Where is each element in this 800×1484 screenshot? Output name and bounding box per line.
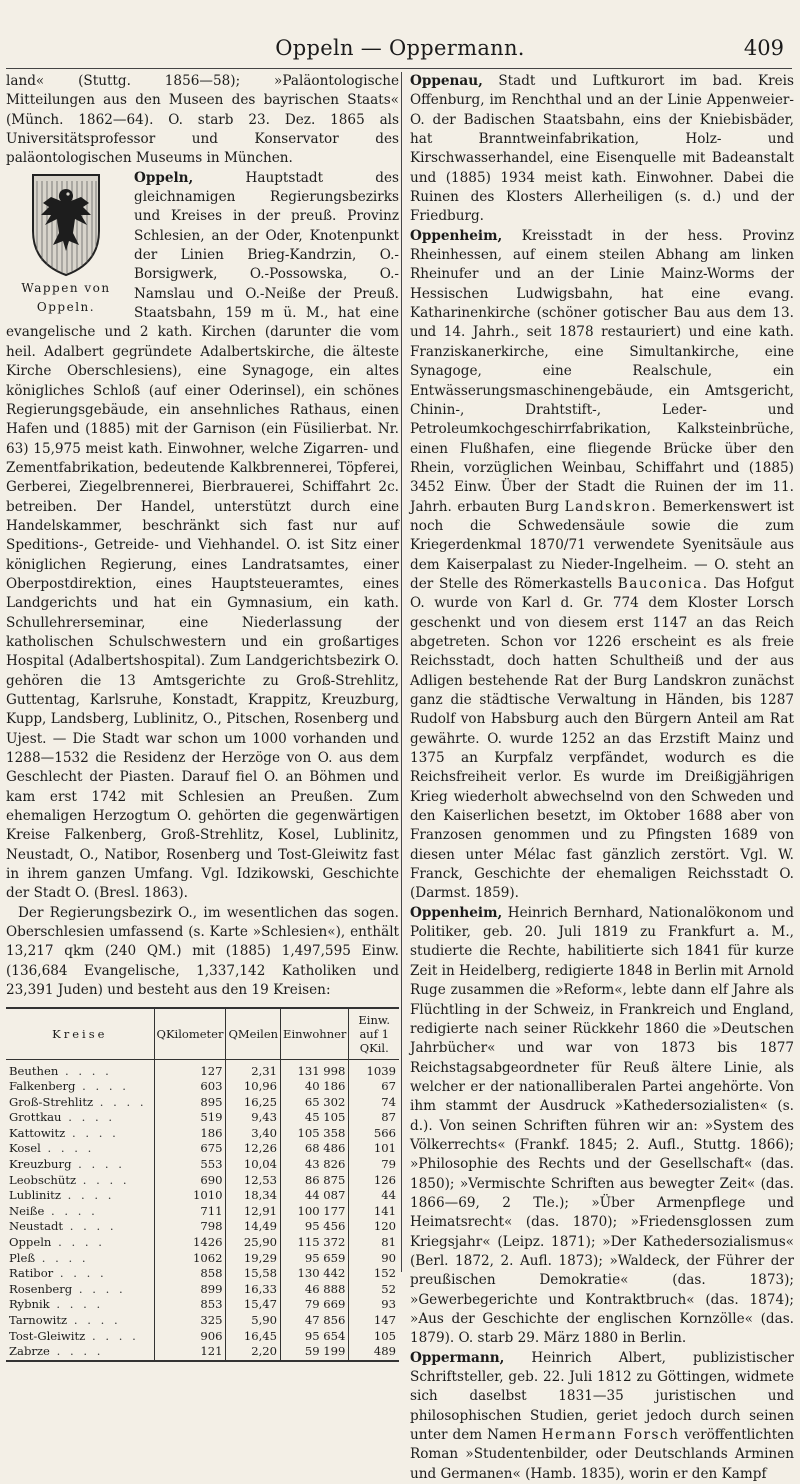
table-cell: 18,34 bbox=[226, 1188, 281, 1204]
entry-oppermann bbox=[410, 1349, 794, 1484]
table-cell: 899 bbox=[154, 1282, 226, 1298]
column-header: Einwohner bbox=[281, 1008, 349, 1060]
table-cell: 131 998 bbox=[281, 1059, 349, 1079]
entry-text: Heinrich Bernhard, Nationalökonom und Politiker, geb. 20. Juli 1819 zu Frankfurt a. M., studierte die Rechte, habilitierte sich 1841 für kurze Zeit in Heidelberg, redigierte 1848 in Berlin mit Arnold Ruge zusammen die »Reform«, lebte dann elf Jahre als Flüchtling in der Schweiz, in Frankreich und England, redigierte nach seiner Rückkehr 1860 die »Deutschen Jahrbücher« und war von 1873 bis 1877 Reichstagsabgeordneter für Reuß ältere Linie, als welcher er der nationalliberalen Partei angehörte. Von ihm stammt der Ausdruck »Kathedersozialisten« (s. d.). Von seinen Schriften führen wir an: »System des Völkerrechts« (Frankf. 1845; 2. Aufl., Stuttg. 1866); »Philosophie des Rechts und der Gesellschaft« (das. 1850); »Vermischte Schriften aus bewegter Zeit« (das. 1866—69, 2 Tle.); »Über Armenpflege und Heimatsrecht« (das. 1870); »Friedensglossen zum Kriegsjahr« (Leipz. 1871); »Der Kathedersozialismus« (Berl. 1872, 2. Aufl. 1873); »Waldeck, der Führer der preußischen Demokratie« (das. 1873); »Gewerbegerichte und Kontraktbruch« (das. 1874); »Aus der Geschichte der englischen Kornzölle« (das. 1879). O. starb 29. März 1880 in Berlin. bbox=[410, 904, 794, 1347]
entry-heading: Oppenheim, bbox=[410, 227, 503, 244]
kreis-name: Kosel bbox=[9, 1141, 41, 1156]
table-cell: 101 bbox=[349, 1141, 399, 1157]
table-row bbox=[6, 1235, 399, 1251]
table-cell: 105 bbox=[349, 1329, 399, 1345]
table-cell: 90 bbox=[349, 1251, 399, 1267]
table-cell: 10,96 bbox=[226, 1079, 281, 1095]
table-row bbox=[6, 1297, 399, 1313]
kreis-name-cell bbox=[6, 1110, 154, 1126]
running-title: Oppeln — Oppermann. bbox=[275, 36, 525, 60]
table-row bbox=[6, 1219, 399, 1235]
header-rule bbox=[6, 68, 792, 69]
table-cell: 10,04 bbox=[226, 1157, 281, 1173]
entry-heading: Oppenheim, bbox=[410, 904, 503, 921]
kreis-name: Neiße bbox=[9, 1203, 45, 1218]
column-header: QKilometer bbox=[154, 1008, 226, 1060]
entry-oppeln bbox=[6, 169, 399, 904]
coat-of-arms bbox=[6, 171, 126, 318]
table-cell: 798 bbox=[154, 1219, 226, 1235]
table-cell: 519 bbox=[154, 1110, 226, 1126]
kreis-name-cell bbox=[6, 1141, 154, 1157]
leader-dots: . . . . bbox=[65, 1125, 119, 1140]
table-cell: 67 bbox=[349, 1079, 399, 1095]
table-cell: 16,25 bbox=[226, 1095, 281, 1111]
kreis-name-cell bbox=[6, 1219, 154, 1235]
kreis-name: Rybnik bbox=[9, 1297, 50, 1312]
table-cell: 127 bbox=[154, 1059, 226, 1079]
kreis-name: Tarnowitz bbox=[9, 1313, 68, 1327]
entry-text: Bemerkenswert ist noch die Schwedensäule sowie die zum Kriegerdenkmal 1870/71 verwendete Syenitsäule aus dem Kaiserpalast zu Nieder-Ingelheim. — O. steht an der Stelle des Römerkastells bbox=[410, 498, 794, 592]
table-cell: 152 bbox=[349, 1266, 399, 1282]
kreis-name-cell bbox=[6, 1251, 154, 1267]
page-header bbox=[6, 34, 794, 68]
table-cell: 81 bbox=[349, 1235, 399, 1251]
leader-dots: . . . . bbox=[35, 1250, 89, 1265]
kreis-name-cell bbox=[6, 1188, 154, 1204]
table-cell: 675 bbox=[154, 1141, 226, 1157]
entry-continuation: land« (Stuttg. 1856—58); »Paläontologische Mitteilungen aus den Museen des bayrischen Staats« (Münch. 1862—64). O. starb 23. Dez. 1865 als Universitätsprofessor und Konservator des paläontologischen Museums in München. bbox=[6, 73, 399, 167]
leader-dots: . . . . bbox=[44, 1203, 98, 1218]
table-row bbox=[6, 1126, 399, 1142]
table-cell: 115 372 bbox=[281, 1235, 349, 1251]
table-cell: 12,53 bbox=[226, 1173, 281, 1189]
kreis-name-cell bbox=[6, 1059, 154, 1079]
kreis-name-cell bbox=[6, 1095, 154, 1111]
table-row bbox=[6, 1266, 399, 1282]
table-cell: 853 bbox=[154, 1297, 226, 1313]
entry-text: Das Hofgut O. wurde von Karl d. Gr. 774 dem Kloster Lorsch geschenkt und von diesem erst 1147 an das Reich abgetreten. Schon vor 1226 erscheint es als freie Reichsstadt, doch hatten Schultheiß und der aus Adligen bestehende Rat der Burg Landskron zunächst ganz die städtische Verwaltung in Händen, bis 1287 Rudolf von Habsburg auch den Bürgern Anteil am Rat gewährte. O. wurde 1252 an das Erzstift Mainz und 1375 an Kurpfalz verpfändet, wodurch es die Reichsfreiheit verlor. Es wurde im Dreißigjährigen Krieg wiederholt abwechselnd von den Schweden und den Kaiserlichen besetzt, im Oktober 1688 aber von Franzosen genommen und zu Pfingsten 1689 von diesen unter Mélac fast gänzlich zerstört. Vgl. W. Franck, Geschichte der ehemaligen Reichsstadt O. (Darmst. 1859). bbox=[410, 575, 795, 902]
table-cell: 52 bbox=[349, 1282, 399, 1298]
table-cell: 25,90 bbox=[226, 1235, 281, 1251]
table-cell: 74 bbox=[349, 1095, 399, 1111]
table-cell: 16,45 bbox=[226, 1329, 281, 1345]
table-cell: 47 856 bbox=[281, 1313, 349, 1329]
leader-dots: . . . . bbox=[67, 1313, 121, 1327]
table-cell: 95 659 bbox=[281, 1251, 349, 1267]
table-cell: 126 bbox=[349, 1173, 399, 1189]
table-cell: 120 bbox=[349, 1219, 399, 1235]
entry-text: Stadt und Luftkurort im bad. Kreis Offenburg, im Renchthal und an der Linie Appenweier-O. der Badischen Staatsbahn, eins der Kniebisbäder, hat Branntweinfabrikation, Holz- und Kirschwasserhandel, eine Eisenquelle mit Badeanstalt und (1885) 1934 meist kath. Einwohner. Dabei die Ruinen des Klosters Allerheiligen (s. d.) und der Friedburg. bbox=[410, 73, 794, 225]
coat-of-arms-caption: Wappen von Oppeln. bbox=[21, 280, 111, 315]
table-cell: 3,40 bbox=[226, 1126, 281, 1142]
table-row bbox=[6, 1079, 399, 1095]
table-cell: 1426 bbox=[154, 1235, 226, 1251]
kreis-name: Beuthen bbox=[9, 1063, 59, 1078]
table-row bbox=[6, 1188, 399, 1204]
kreis-name: Leobschütz bbox=[9, 1172, 77, 1187]
table-cell: 44 bbox=[349, 1188, 399, 1204]
table-cell: 9,43 bbox=[226, 1110, 281, 1126]
entry-text: Hauptstadt des gleichnamigen Regierungsbezirks und Kreises in der preuß. Provinz Schlesien, an der Oder, Knotenpunkt der Linien Brieg-Kandrzin, O.-Borsigwerk, O.-Possowska, O.-Namslau und O.-Neiße der Preuß. Staatsbahn, 159 m ü. M., hat eine evangelische und 2 kath. Kirchen (darunter die vom heil. Adalbert gegründete Adalbertskirche, die älteste Kirche Oberschlesiens), eine Synagoge, ein altes königliches Schloß (auf einer Oderinsel), ein schönes Regierungsgebäude, ein ansehnliches Rathaus, einen Hafen und (1885) mit der Garnison (ein Füsilierbat. Nr. 63) 15,975 meist kath. Einwohner, welche Zigarren- und Zementfabrikation, bedeutende Kalkbrennerei, Töpferei, Gerberei, Ziegelbrennerei, Bierbrauerei, Schiffahrt 2c. betreiben. Der Handel, unterstützt durch eine Handelskammer, beschränkt sich fast nur auf Speditions-, Getreide- und Viehhandel. O. ist Sitz einer königlichen Regierung, eines Landratsamtes, einer Oberpostdirektion, eines Hauptsteueramtes, eines Landgerichts und hat ein Gymnasium, ein kath. Schullehrerseminar, eine Niederlassung der katholischen Schulschwestern und ein großartiges Hospital (Adalbertshospital). Zum Landgerichtsbezirk O. gehören die 13 Amtsgerichte zu Groß-Strehlitz, Guttentag, Karlsruhe, Konstadt, Krappitz, Kreuzburg, Kupp, Landsberg, Lublinitz, O., Pitschen, Rosenberg und Ujest. — Die Stadt war schon um 1000 vorhanden und 1288—1532 die Residenz der Herzöge von O. aus dem Geschlecht der Piasten. Darauf fiel O. an Böhmen und kam erst 1742 mit Schlesien an Preußen. Zum ehemaligen Herzogtum O. gehörten die gegenwärtigen Kreise Falkenberg, Groß-Strehlitz, Kosel, Lublinitz, Neustadt, O., Natibor, Rosenberg und Tost-Gleiwitz fast in ihrem ganzen Umfang. Vgl. Idzikowski, Geschichte der Stadt O. (Bresl. 1863). bbox=[6, 169, 399, 902]
leader-dots: . . . . bbox=[63, 1219, 117, 1234]
kreis-name: Kattowitz bbox=[9, 1125, 66, 1140]
table-cell: 19,29 bbox=[226, 1251, 281, 1267]
table-row bbox=[6, 1173, 399, 1189]
table-row bbox=[6, 1344, 399, 1361]
table-cell: 1010 bbox=[154, 1188, 226, 1204]
table-cell: 44 087 bbox=[281, 1188, 349, 1204]
spaced-term: Bauconica. bbox=[617, 575, 709, 592]
leader-dots: . . . . bbox=[85, 1328, 139, 1343]
entry-oppenheim-person bbox=[410, 904, 794, 1349]
kreis-name-cell bbox=[6, 1126, 154, 1142]
table-cell: 43 826 bbox=[281, 1157, 349, 1173]
table-cell: 15,58 bbox=[226, 1266, 281, 1282]
kreis-name: Rosenberg bbox=[9, 1281, 73, 1296]
kreis-name-cell bbox=[6, 1235, 154, 1251]
column-header: Kreise bbox=[6, 1008, 154, 1060]
table-cell: 566 bbox=[349, 1126, 399, 1142]
table-row bbox=[6, 1095, 399, 1111]
table-cell: 40 186 bbox=[281, 1079, 349, 1095]
kreis-name-cell bbox=[6, 1173, 154, 1189]
table-cell: 141 bbox=[349, 1204, 399, 1220]
table-cell: 79 bbox=[349, 1157, 399, 1173]
spaced-term: Landskron. bbox=[564, 498, 658, 515]
table-cell: 12,91 bbox=[226, 1204, 281, 1220]
table-cell: 65 302 bbox=[281, 1095, 349, 1111]
spaced-term: Hermann Forsch bbox=[541, 1427, 680, 1444]
table-cell: 79 669 bbox=[281, 1297, 349, 1313]
table-row bbox=[6, 1059, 399, 1079]
kreis-name-cell bbox=[6, 1297, 154, 1313]
table-cell: 16,33 bbox=[226, 1282, 281, 1298]
table-cell: 603 bbox=[154, 1079, 226, 1095]
table-cell: 1062 bbox=[154, 1251, 226, 1267]
leader-dots: . . . . bbox=[93, 1094, 147, 1109]
kreis-name: Groß-Strehlitz bbox=[9, 1094, 94, 1109]
kreis-name: Zabrze bbox=[9, 1344, 50, 1359]
leader-dots: . . . . bbox=[49, 1297, 104, 1312]
kreis-name: Pleß bbox=[9, 1250, 36, 1265]
table-cell: 489 bbox=[349, 1344, 399, 1361]
table-cell: 46 888 bbox=[281, 1282, 349, 1298]
entry-oppenau bbox=[410, 72, 794, 227]
table-cell: 105 358 bbox=[281, 1126, 349, 1142]
leader-dots: . . . . bbox=[75, 1079, 129, 1094]
table-cell: 147 bbox=[349, 1313, 399, 1329]
kreise-table bbox=[6, 1007, 399, 1362]
eagle-shield-icon bbox=[29, 171, 103, 279]
kreis-name-cell bbox=[6, 1157, 154, 1173]
leader-dots: . . . . bbox=[40, 1141, 95, 1156]
table-cell: 906 bbox=[154, 1329, 226, 1345]
kreis-name-cell bbox=[6, 1266, 154, 1282]
table-row bbox=[6, 1313, 399, 1329]
table-cell: 12,26 bbox=[226, 1141, 281, 1157]
table-row bbox=[6, 1141, 399, 1157]
leader-dots: . . . . bbox=[51, 1235, 105, 1250]
entry-regierungsbezirk: Der Regierungsbezirk O., im wesentlichen das sogen. Oberschlesien umfassend (s. Karte »Schlesien«), enthält 13,217 qkm (240 QM.) mit (1885) 1,497,595 Einw. (136,684 Evangelische, 1,337,142 Katholiken und 23,391 Juden) und besteht aus den 19 Kreisen: bbox=[6, 904, 399, 999]
table-cell: 59 199 bbox=[281, 1344, 349, 1361]
column-divider bbox=[401, 72, 402, 1272]
table-cell: 14,49 bbox=[226, 1219, 281, 1235]
leader-dots: . . . . bbox=[53, 1266, 107, 1281]
table-cell: 1039 bbox=[349, 1059, 399, 1079]
table-row bbox=[6, 1282, 399, 1298]
table-cell: 325 bbox=[154, 1313, 226, 1329]
entry-heading: Oppeln, bbox=[134, 169, 194, 186]
table-cell: 858 bbox=[154, 1266, 226, 1282]
entry-heading: Oppenau, bbox=[410, 73, 483, 89]
leader-dots: . . . . bbox=[61, 1110, 115, 1125]
table-cell: 45 105 bbox=[281, 1110, 349, 1126]
table-cell: 690 bbox=[154, 1173, 226, 1189]
table-cell: 15,47 bbox=[226, 1297, 281, 1313]
table-row bbox=[6, 1204, 399, 1220]
table-cell: 95 654 bbox=[281, 1329, 349, 1345]
table-row bbox=[6, 1110, 399, 1126]
table-cell: 93 bbox=[349, 1297, 399, 1313]
kreis-name-cell bbox=[6, 1313, 154, 1329]
table-cell: 68 486 bbox=[281, 1141, 349, 1157]
leader-dots: . . . . bbox=[72, 1281, 126, 1296]
kreis-name-cell bbox=[6, 1204, 154, 1220]
leader-dots: . . . . bbox=[60, 1188, 115, 1203]
kreis-name-cell bbox=[6, 1282, 154, 1298]
table-cell: 895 bbox=[154, 1095, 226, 1111]
leader-dots: . . . . bbox=[76, 1172, 130, 1187]
table-cell: 2,20 bbox=[226, 1344, 281, 1361]
entry-text: Heinrich Albert, publizistischer Schriftsteller, geb. 22. Juli 1812 zu Göttingen, widmete sich daselbst 1831—35 juristischen und philosophischen Studien, geriet jedoch durch seinen unter dem Namen bbox=[410, 1349, 794, 1444]
kreis-name-cell bbox=[6, 1079, 154, 1095]
table-cell: 5,90 bbox=[226, 1313, 281, 1329]
table-cell: 553 bbox=[154, 1157, 226, 1173]
table-cell: 95 456 bbox=[281, 1219, 349, 1235]
table-cell: 87 bbox=[349, 1110, 399, 1126]
column-header: Einw. auf 1 QKil. bbox=[349, 1008, 399, 1060]
right-column bbox=[410, 72, 794, 1484]
table-row bbox=[6, 1157, 399, 1173]
table-header-row bbox=[6, 1008, 399, 1060]
leader-dots: . . . . bbox=[58, 1063, 112, 1078]
table-cell: 130 442 bbox=[281, 1266, 349, 1282]
table-cell: 186 bbox=[154, 1126, 226, 1142]
table-cell: 121 bbox=[154, 1344, 226, 1361]
kreis-name-cell bbox=[6, 1329, 154, 1345]
kreis-name-cell bbox=[6, 1344, 154, 1361]
table-cell: 100 177 bbox=[281, 1204, 349, 1220]
table-row bbox=[6, 1329, 399, 1345]
entry-text: veröffentlichten Roman »Studentenbilder, oder Deutschlands Arminen und Germanen« (Hamb. 1835), worin er den Kampf bbox=[410, 1427, 795, 1482]
table-cell: 86 875 bbox=[281, 1173, 349, 1189]
table-cell: 711 bbox=[154, 1204, 226, 1220]
leader-dots: . . . . bbox=[49, 1344, 104, 1359]
kreis-name: Grottkau bbox=[9, 1110, 62, 1125]
page-number: 409 bbox=[743, 36, 784, 60]
entry-oppenheim-town bbox=[410, 227, 794, 904]
kreis-name: Kreuzburg bbox=[9, 1157, 72, 1172]
leader-dots: . . . . bbox=[71, 1157, 125, 1172]
kreis-name: Lublinitz bbox=[9, 1188, 61, 1203]
kreis-name: Ratibor bbox=[9, 1266, 54, 1281]
kreis-name: Neustadt bbox=[9, 1219, 64, 1234]
table-row bbox=[6, 1251, 399, 1267]
column-header: QMeilen bbox=[226, 1008, 281, 1060]
table-cell: 2,31 bbox=[226, 1059, 281, 1079]
kreis-name: Tost-Gleiwitz bbox=[9, 1328, 86, 1343]
kreis-name: Oppeln bbox=[9, 1235, 52, 1250]
entry-heading: Oppermann, bbox=[410, 1349, 505, 1366]
kreis-name: Falkenberg bbox=[9, 1079, 76, 1094]
entry-text: Kreisstadt in der hess. Provinz Rheinhessen, auf einem steilen Abhang am linken Rheinufer und an der Linie Mainz-Worms der Hessischen Ludwigsbahn, hat eine evang. Katharinenkirche (schöner gotischer Bau aus dem 13. und 14. Jahrh., seit 1878 restauriert) und eine kath. Franziskanerkirche, eine Simultankirche, eine Synagoge, eine Realschule, ein Entwässerungsmaschinengebäude, ein Amtsgericht, Chinin-, Drahtstift-, Leder- und Petroleumkochgeschirrfabrikation, Kalksteinbrüche, einen Flußhafen, eine fliegende Brücke über den Rhein, vorzüglichen Weinbau, Schiffahrt und (1885) 3452 Einw. Über der Stadt die Ruinen der im 11. Jahrh. erbauten Burg bbox=[410, 227, 794, 515]
left-column bbox=[6, 72, 399, 1362]
